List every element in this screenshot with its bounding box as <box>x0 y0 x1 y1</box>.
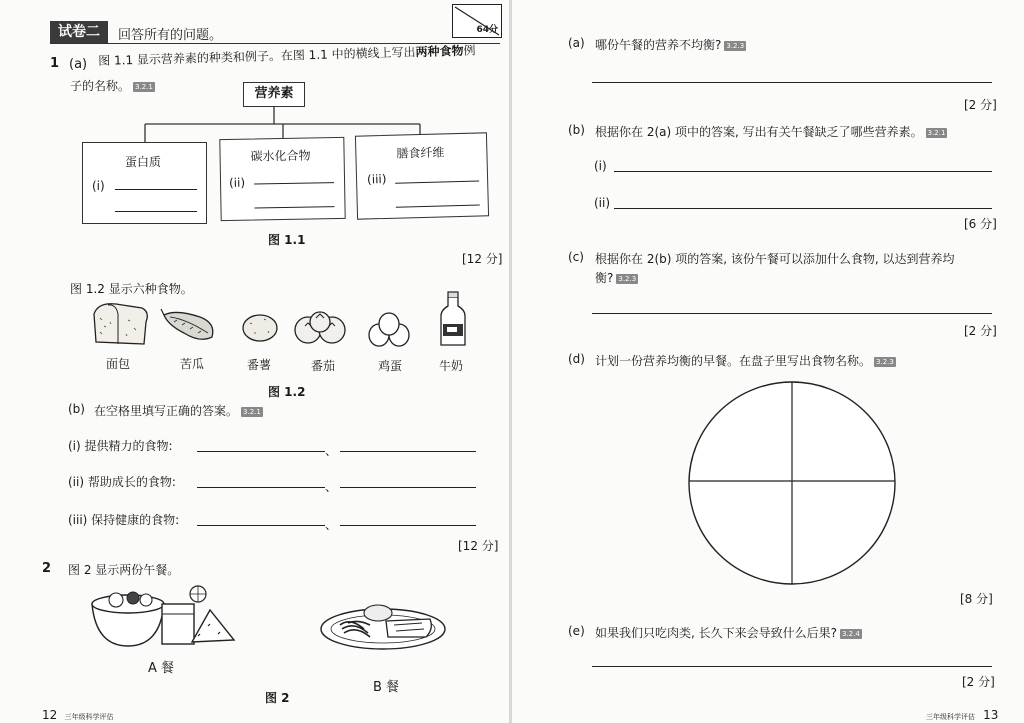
food-label: 番茄 <box>311 359 336 373</box>
bitter-gourd-icon <box>160 303 218 347</box>
roman-iii: (iii) <box>366 171 387 187</box>
protein-title: 蛋白质 <box>125 155 162 169</box>
curriculum-code: 3.2.1 <box>243 407 261 416</box>
milk-bottle-icon <box>438 290 468 348</box>
separator: 、 <box>325 480 338 494</box>
food-label: 牛奶 <box>439 359 464 373</box>
qd-text: 计划一份营养均衡的早餐。在盘子里写出食物名称。 3.2.3 <box>595 354 894 368</box>
answer-line[interactable] <box>197 525 325 526</box>
qe-marks: [2 分] <box>962 675 995 689</box>
score-text: 64分 <box>476 25 498 35</box>
answer-line[interactable] <box>254 182 334 184</box>
qc-marks: [2 分] <box>964 324 997 338</box>
carb-title: 碳水化合物 <box>250 148 311 164</box>
roman-i: (i) <box>92 179 105 193</box>
q2-text: 图 2 显示两份午餐。 <box>68 563 180 577</box>
lunch-b-illustration <box>318 595 448 653</box>
q1a-label: (a) <box>69 57 88 72</box>
qa-marks: [2 分] <box>964 98 997 112</box>
answer-line[interactable] <box>340 525 476 526</box>
answer-line[interactable] <box>197 487 325 488</box>
lunch-a-illustration <box>88 580 238 652</box>
answer-line[interactable] <box>115 189 197 190</box>
instruction: 回答所有的问题。 <box>118 28 223 43</box>
protein-box <box>82 142 207 224</box>
fig-1-1-label: 图 1.1 <box>268 233 306 247</box>
answer-line[interactable] <box>614 171 992 172</box>
answer-line[interactable] <box>592 666 992 667</box>
qe-text: 如果我们只吃肉类, 长久下来会导致什么后果? 3.2.4 <box>595 626 860 640</box>
answer-line[interactable] <box>592 313 992 314</box>
meal-a-label: A 餐 <box>148 661 175 676</box>
fiber-title: 膳食纤维 <box>396 145 445 161</box>
fiber-box <box>355 132 489 219</box>
curriculum-code: 3.2.4 <box>842 629 860 638</box>
qb-label: (b) <box>568 123 585 137</box>
bread-icon <box>88 300 152 348</box>
eggs-icon <box>366 312 412 348</box>
answer-line[interactable] <box>197 451 325 452</box>
qd-marks: [8 分] <box>960 592 993 606</box>
q2-number: 2 <box>42 561 52 576</box>
q1a-text-2: 子的名称。 3.2.1 <box>70 79 153 93</box>
qc-text-1: 根据你在 2(b) 项的答案, 该份午餐可以添加什么食物, 以达到营养均 <box>595 252 955 266</box>
fig-2-label: 图 2 <box>265 691 290 705</box>
food-label: 鸡蛋 <box>378 359 403 373</box>
curriculum-code: 3.2.1 <box>135 82 153 91</box>
footer-right: 三年级科学评估 13 <box>926 708 999 722</box>
food-label: 苦瓜 <box>180 357 205 371</box>
curriculum-code: 3.2.1 <box>927 128 946 137</box>
breakfast-plate[interactable] <box>686 380 898 586</box>
food-label: 番薯 <box>247 358 272 372</box>
q1b-text: 在空格里填写正确的答案。 3.2.1 <box>94 404 261 418</box>
answer-line[interactable] <box>115 211 197 212</box>
qa-text: 哪份午餐的营养不均衡? 3.2.3 <box>595 38 745 52</box>
q1b-marks: [12 分] <box>458 539 499 553</box>
nutrient-root-box: 营养素 <box>243 82 305 107</box>
sweet-potato-icon <box>240 311 280 345</box>
curriculum-code: 3.2.3 <box>726 41 745 50</box>
qc-text-2: 衡? 3.2.3 <box>595 271 637 285</box>
right-page <box>512 0 1024 723</box>
answer-line[interactable] <box>592 82 992 83</box>
qc-label: (c) <box>568 250 584 264</box>
fig-1-2-label: 图 1.2 <box>268 385 306 399</box>
curriculum-code: 3.2.3 <box>876 357 894 366</box>
food-label: 面包 <box>106 357 131 371</box>
q1b-item-i: (i) 提供精力的食物: <box>68 439 173 453</box>
qb-marks: [6 分] <box>964 217 997 231</box>
paper-label: 试卷二 <box>50 21 108 43</box>
separator: 、 <box>325 444 338 458</box>
q1-number: 1 <box>50 56 60 71</box>
qb-item-ii: (ii) <box>594 196 611 210</box>
tomato-icon <box>292 310 352 348</box>
qb-item-i: (i) <box>594 159 607 173</box>
separator: 、 <box>325 518 338 532</box>
fig-1-2-intro: 图 1.2 显示六种食物。 <box>70 282 193 296</box>
footer-left: 12 三年级科学评估 <box>42 708 114 722</box>
carb-box <box>219 137 345 221</box>
roman-ii: (ii) <box>228 175 246 190</box>
qd-label: (d) <box>568 352 585 366</box>
answer-line[interactable] <box>340 451 476 452</box>
qb-text: 根据你在 2(a) 项中的答案, 写出有关午餐缺乏了哪些营养素。 3.2.1 <box>595 125 946 139</box>
q1b-item-ii: (ii) 帮助成长的食物: <box>68 475 176 489</box>
q1a-marks: [12 分] <box>462 252 503 266</box>
left-page <box>0 0 509 723</box>
answer-line[interactable] <box>340 487 476 488</box>
qe-label: (e) <box>568 624 585 638</box>
q1a-text: 图 1.1 显示营养素的种类和例子。在图 1.1 中的横线上写出两种食物例 <box>98 43 476 68</box>
q1b-label: (b) <box>68 402 85 416</box>
answer-line[interactable] <box>396 204 480 207</box>
answer-line[interactable] <box>395 181 479 184</box>
answer-line[interactable] <box>254 206 334 208</box>
curriculum-code: 3.2.3 <box>618 274 637 283</box>
answer-line[interactable] <box>614 208 992 209</box>
qa-label: (a) <box>568 36 585 50</box>
meal-b-label: B 餐 <box>373 680 400 695</box>
q1b-item-iii: (iii) 保持健康的食物: <box>68 513 180 527</box>
